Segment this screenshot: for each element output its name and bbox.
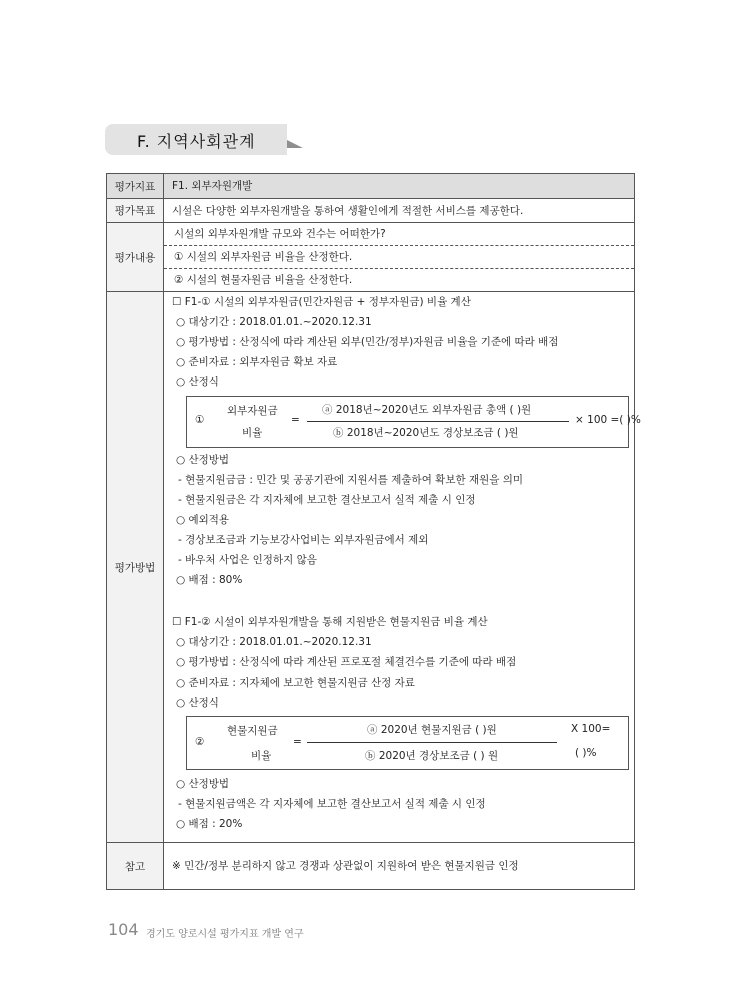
section-title-tab: [105, 124, 287, 155]
row-label: 평가지표: [107, 174, 164, 199]
row-goal: [107, 199, 635, 223]
formula-result: × 100 =( )%: [575, 414, 641, 426]
row-ref: [107, 843, 635, 890]
row-label: 참고: [107, 843, 164, 890]
part2-score: ○ 배점 : 20%: [176, 818, 243, 830]
ref-value: ※ 민간/정부 분리하지 않고 경쟁과 상관없이 지원하여 받은 현물지원금 인정: [172, 860, 519, 872]
part1-exception-2: - 바우처 사업은 인정하지 않음: [178, 554, 317, 566]
part1-exception-label: ○ 예외적용: [176, 514, 230, 526]
part1-period: ○ 대상기간 : 2018.01.01.~2020.12.31: [176, 316, 372, 328]
part2-formula-label: ○ 산정식: [176, 697, 219, 709]
formula-left-bottom: 비율: [242, 427, 263, 439]
part1-exception-1: - 경상보조금과 기능보강사업비는 외부자원금에서 제외: [178, 534, 429, 546]
formula-numerator: ⓐ 2020년 현물지원금 ( )원: [367, 724, 497, 736]
formula-numerator: ⓐ 2018년~2020년도 외부자원금 총액 ( )원: [322, 404, 532, 416]
row-label: 평가내용: [107, 223, 164, 292]
row-label: 평가방법: [107, 292, 164, 843]
formula-denominator: ⓑ 2020년 경상보조금 ( ) 원: [365, 750, 499, 762]
footer-title: 경기도 양로시설 평가지표 개발 연구: [146, 929, 304, 940]
part1-calc-label: ○ 산정방법: [176, 454, 230, 466]
formula-equals: =: [293, 736, 302, 748]
formula-left-bottom: 비율: [251, 750, 272, 762]
formula-left-top: 현물지원금: [227, 725, 278, 737]
fraction-bar: [307, 421, 569, 422]
part2-material: ○ 준비자료 : 지자체에 보고한 현물지원금 산정 자료: [176, 677, 415, 689]
part2-period: ○ 대상기간 : 2018.01.01.~2020.12.31: [176, 636, 372, 648]
formula-number: ②: [195, 736, 205, 748]
part1-material: ○ 준비자료 : 외부자원금 확보 자료: [176, 356, 338, 368]
content-item: ② 시설의 현물자원금 비율을 산정한다.: [164, 268, 634, 291]
part2-heading: ☐ F1-② 시설이 외부자원개발을 통해 지원받은 현물지원금 비율 계산: [172, 616, 488, 628]
formula-number: ①: [195, 414, 205, 426]
row-method: [107, 292, 635, 843]
formula-result-top: X 100=: [571, 723, 611, 735]
content-question: 시설의 외부자원개발 규모와 건수는 어떠한가?: [174, 228, 386, 240]
method-block: [164, 292, 641, 842]
tab-tail-shape: [287, 140, 303, 148]
part1-calc-1: - 현물지원금금 : 민간 및 공공기관에 지원서를 제출하여 확보한 재원을 의미: [178, 474, 523, 486]
formula-box-1: [186, 396, 641, 448]
indicator-value: F1. 외부자원개발: [172, 180, 253, 192]
evaluation-table: [106, 173, 641, 890]
fraction-bar: [307, 742, 557, 743]
part1-score: ○ 배점 : 80%: [176, 574, 243, 586]
goal-value: 시설은 다양한 외부자원개발을 통하여 생활인에게 적절한 서비스를 제공한다.: [172, 204, 524, 217]
part1-heading: ☐ F1-① 시설의 외부자원금(민간자원금 + 정부자원금) 비율 계산: [172, 296, 471, 308]
part2-method: ○ 평가방법 : 산정식에 따라 계산된 프로포절 체결건수를 기준에 따라 배점: [176, 656, 517, 668]
part2-calc-1: - 현물지원금액은 각 지자체에 보고한 결산보고서 실적 제출 시 인정: [178, 798, 486, 810]
section-title: F. 지역사회관계: [137, 132, 256, 151]
formula-denominator: ⓑ 2018년~2020년도 경상보조금 ( )원: [333, 427, 519, 439]
formula-box-2: [186, 716, 629, 770]
part1-formula-label: ○ 산정식: [176, 376, 219, 388]
content-item: ① 시설의 외부자원금 비율을 산정한다.: [164, 245, 634, 268]
part2-calc-label: ○ 산정방법: [176, 778, 230, 790]
part1-calc-2: - 현물지원금은 각 지자체에 보고한 결산보고서 실적 제출 시 인정: [178, 494, 476, 506]
page-number: 104: [108, 920, 139, 939]
formula-result-bottom: ( )%: [575, 747, 597, 759]
row-label: 평가목표: [107, 199, 164, 223]
row-content: [107, 223, 635, 292]
part1-method: ○ 평가방법 : 산정식에 따라 계산된 외부(민간/정부)자원금 비율을 기준에 따라 배점: [176, 336, 559, 348]
formula-equals: =: [291, 414, 300, 426]
formula-left-top: 외부자원금: [227, 405, 278, 417]
row-indicator: [107, 174, 635, 199]
